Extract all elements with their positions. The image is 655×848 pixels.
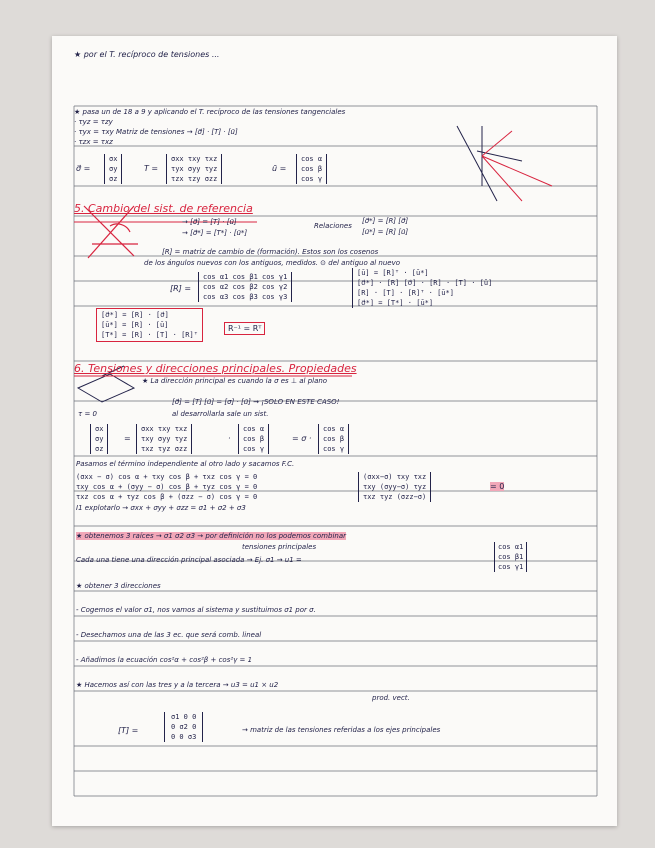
sigma-x: σx bbox=[109, 155, 118, 163]
deriv-3: [R] · [T] · [R]ᵀ · [ū*] bbox=[357, 289, 454, 297]
s6-roots-text: ★ obtenemos 3 raíces → σ1 σ2 σ3 → por definición no los podemos combinar bbox=[76, 532, 346, 540]
s5-eq1: → [σ⃗] = [T] · [ū] bbox=[182, 218, 237, 226]
note-line-1: ★ pasa un de 18 a 9 y aplicando el T. recíproco de las tensiones tangenciales bbox=[74, 108, 346, 116]
s6-u-vector bbox=[238, 424, 269, 454]
s6-m4-r2: cos β bbox=[323, 435, 345, 443]
u-alpha: cos α bbox=[301, 155, 323, 163]
s6-cada: Cada una tiene una dirección principal asociada → Ej. σ1 → u1 = bbox=[76, 556, 302, 564]
s6-t-final-label: [T] = bbox=[118, 726, 139, 735]
s6-pasamos: Pasamos el término independiente al otro lado y sacamos F.C. bbox=[76, 460, 295, 468]
s6-tau0: τ = 0 bbox=[78, 410, 97, 418]
t-row-1: σxx τxy τxz bbox=[171, 155, 218, 163]
s6-m2-r2: τxy σyy τyz bbox=[141, 435, 188, 443]
s6-sigma-vector bbox=[90, 424, 108, 454]
s6-t-final-matrix bbox=[164, 712, 203, 742]
r-inverse: R⁻¹ = Rᵀ bbox=[224, 322, 265, 335]
s6-tf-2: 0 σ2 0 bbox=[171, 723, 197, 731]
boxed-relations bbox=[96, 308, 203, 342]
s6-hacemos: ★ Hacemos así con las tres y a la tercera → u3 = u1 × u2 bbox=[76, 681, 279, 689]
s5-rel2: [ū*] = [R] [ū] bbox=[362, 228, 409, 236]
s5-r-label: [R] = bbox=[170, 284, 192, 293]
s6-u1-1: cos α1 bbox=[498, 543, 524, 551]
s6-prod: prod. vect. bbox=[372, 694, 410, 702]
s6-det-eq: = 0 bbox=[490, 482, 505, 491]
s6-bullet-1: - Cogemos el valor σ1, nos vamos al sistema y sustituimos σ1 por σ. bbox=[76, 606, 316, 614]
s6-dir-note: ★ La dirección principal es cuando la σ es ⊥ al plano bbox=[142, 377, 328, 385]
deriv-1: [ū] = [R]ᵀ · [ū*] bbox=[357, 269, 429, 277]
sigma-y: σy bbox=[109, 165, 118, 173]
s6-roots2: tensiones principales bbox=[242, 543, 317, 551]
s6-eq-sign: = bbox=[124, 434, 131, 443]
s6-m3-r2: cos β bbox=[243, 435, 265, 443]
note-line-2: · τyz = τzy bbox=[74, 118, 113, 126]
s6-system bbox=[76, 472, 257, 502]
s6-sys-3: τxz cos α + τyz cos β + (σzz − σ) cos γ = 0 bbox=[76, 493, 258, 501]
t-label: T = bbox=[144, 164, 159, 173]
s6-m3-r1: cos α bbox=[243, 425, 265, 433]
r-row-1: cos α1 cos β1 cos γ1 bbox=[203, 273, 288, 281]
boxed-2: [ū*] = [R] · [ū] bbox=[101, 321, 169, 329]
deriv-2: [σ⃗*] · [R] [σ⃗] · [R] · [T] · [ū] bbox=[357, 279, 493, 287]
s6-det-1: (σxx−σ) τxy τxz bbox=[363, 473, 427, 481]
r-derivation bbox=[352, 268, 492, 308]
s6-t-final-note: → matriz de las tensiones referidas a los ejes principales bbox=[242, 726, 441, 734]
s6-m4-r1: cos α bbox=[323, 425, 345, 433]
s5-eq2: → [σ⃗*] = [T*] · [ū*] bbox=[182, 229, 248, 237]
sigma-vector bbox=[104, 154, 122, 184]
deriv-4: [σ⃗*] = [T*] · [ū*] bbox=[357, 299, 434, 307]
s6-det-2: τxy (σyy−σ) τyz bbox=[363, 483, 427, 491]
sigma-z: σz bbox=[109, 175, 118, 183]
s6-bullet-3: - Añadimos la ecuación cos²α + cos²β + cos²γ = 1 bbox=[76, 656, 253, 664]
section-6-title: 6. Tensiones y direcciones principales. Propiedades bbox=[74, 362, 357, 375]
s6-dot: · bbox=[228, 434, 231, 443]
s6-m4-r3: cos γ bbox=[323, 445, 345, 453]
u-beta: cos β bbox=[301, 165, 323, 173]
r-matrix bbox=[198, 272, 292, 302]
note-line-4: · τzx = τxz bbox=[74, 138, 113, 146]
t-row-3: τzx τzy σzz bbox=[171, 175, 218, 183]
s6-t-matrix bbox=[136, 424, 192, 454]
s5-rel1: [σ⃗*] = [R] [σ⃗] bbox=[362, 217, 409, 225]
t-row-2: τyx σyy τyz bbox=[171, 165, 218, 173]
s6-develop: al desarrollarla sale un sist. bbox=[172, 410, 269, 418]
s6-m2-r3: τxz τyz σzz bbox=[141, 445, 188, 453]
s6-sys-2: τxy cos α + (σyy − σ) cos β + τyz cos γ = 0 bbox=[76, 483, 258, 491]
s6-m1-r1: σx bbox=[95, 425, 104, 433]
boxed-3: [T*] = [R] · [T] · [R]ᵀ bbox=[101, 331, 198, 339]
tension-matrix bbox=[166, 154, 222, 184]
s6-sys-1: (σxx − σ) cos α + τxy cos β + τxz cos γ = 0 bbox=[76, 473, 258, 481]
r-row-3: cos α3 cos β3 cos γ3 bbox=[203, 293, 288, 301]
s6-eq-sigma: [σ⃗] = [T] [ū] = [σ] · [ū] → ¡SOLO EN ESTE CASO! bbox=[172, 398, 340, 406]
s6-sigma-word: σ bbox=[301, 434, 307, 443]
s6-invariant: I1 explotarlo → σxx + σyy + σzz = σ1 + σ2 + σ3 bbox=[76, 504, 246, 512]
s5-r-def: [R] = matriz de cambio de (formación). Estos son los cosenos bbox=[162, 248, 379, 256]
s6-tf-3: 0 0 σ3 bbox=[171, 733, 197, 741]
s6-u1-2: cos β1 bbox=[498, 553, 524, 561]
r-row-2: cos α2 cos β2 cos γ2 bbox=[203, 283, 288, 291]
s6-determinant bbox=[358, 472, 431, 502]
s6-m1-r2: σy bbox=[95, 435, 104, 443]
s5-rel-label: Relaciones bbox=[314, 222, 352, 230]
s6-m3-r3: cos γ bbox=[243, 445, 265, 453]
s6-det-3: τxz τyz (σzz−σ) bbox=[363, 493, 427, 501]
note-line-3: · τyx = τxy Matriz de tensiones → [σ⃗] · [T] · [ū] bbox=[74, 128, 238, 136]
u-gamma: cos γ bbox=[301, 175, 323, 183]
top-note: ★ por el T. recíproco de tensiones ... bbox=[74, 50, 220, 59]
s6-tf-1: σ1 0 0 bbox=[171, 713, 197, 721]
s6-equals-sigma: = σ · bbox=[292, 434, 312, 443]
s6-u-vector-2 bbox=[318, 424, 349, 454]
axes-sketch-icon bbox=[457, 126, 552, 201]
s6-obtener: ★ obtener 3 direcciones bbox=[76, 582, 161, 590]
u-vector bbox=[296, 154, 327, 184]
s6-bullet-2: - Desechamos una de las 3 ec. que será comb. lineal bbox=[76, 631, 262, 639]
s6-roots bbox=[76, 532, 346, 540]
u-label: ū = bbox=[272, 164, 287, 173]
sigma-label: σ⃗ = bbox=[76, 164, 91, 173]
boxed-1: [σ⃗*] = [R] · [σ⃗] bbox=[101, 311, 169, 319]
notebook-page bbox=[52, 36, 617, 826]
s6-u1-vector bbox=[494, 542, 527, 572]
s6-m2-r1: σxx τxy τxz bbox=[141, 425, 188, 433]
section-5-title: 5. Cambio del sist. de referencia bbox=[74, 202, 253, 215]
s6-u1-3: cos γ1 bbox=[498, 563, 524, 571]
s5-r-def2: de los ángulos nuevos con los antiguos, medidos. ⊙ del antiguo al nuevo bbox=[144, 259, 401, 267]
s6-m1-r3: σz bbox=[95, 445, 104, 453]
